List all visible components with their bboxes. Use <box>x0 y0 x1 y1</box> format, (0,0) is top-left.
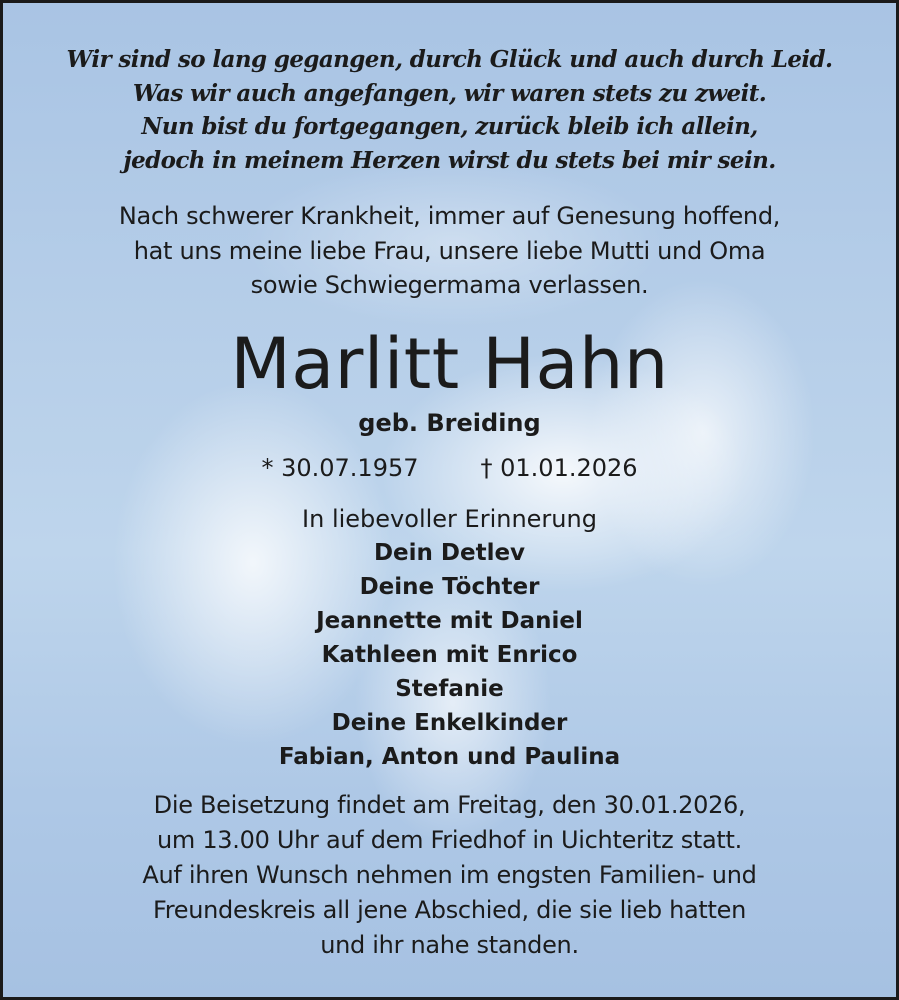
funeral-line: um 13.00 Uhr auf dem Friedhof in Uichteritz statt. <box>157 826 742 854</box>
poem-line: Wir sind so lang gegangen, durch Glück und auch durch Leid. <box>66 46 833 73</box>
mourner: Deine Enkelkinder <box>331 710 568 736</box>
poem-line: Nun bist du fortgegangen, zurück bleib ich allein, <box>141 113 758 140</box>
funeral-line: Freundeskreis all jene Abschied, die sie lieb hatten <box>152 896 747 924</box>
deceased-name: Marlitt Hahn <box>230 323 669 405</box>
memorial-poem <box>3 43 896 177</box>
intro-line: Nach schwerer Krankheit, immer auf Genesung hoffend, <box>118 202 781 230</box>
funeral-line: und ihr nahe standen. <box>320 931 579 959</box>
mourner: Deine Töchter <box>359 574 540 600</box>
death-date: † 01.01.2026 <box>480 454 638 482</box>
mourner: Stefanie <box>395 676 504 702</box>
funeral-details <box>3 788 896 963</box>
poem-line: Was wir auch angefangen, wir waren stets zu zweit. <box>132 79 767 107</box>
intro-line: sowie Schwiegermama verlassen. <box>250 271 649 299</box>
intro-line: hat uns meine liebe Frau, unsere liebe Mutti und Oma <box>133 236 766 265</box>
life-dates <box>3 451 896 485</box>
maiden-name: geb. Breiding <box>358 409 541 437</box>
funeral-line: Auf ihren Wunsch nehmen im engsten Familien- und <box>142 861 757 889</box>
funeral-line: Die Beisetzung findet am Freitag, den 30.01.2026, <box>153 791 746 819</box>
poem-line: jedoch in meinem Herzen wirst du stets bei mir sein. <box>123 146 776 174</box>
memory-line: In liebevoller Erinnerung <box>302 505 597 533</box>
mourner: Dein Detlev <box>373 540 526 566</box>
birth-date: * 30.07.1957 <box>261 454 419 482</box>
mourner: Fabian, Anton und Paulina <box>278 744 621 770</box>
mourner: Kathleen mit Enrico <box>321 642 578 668</box>
mourner: Jeannette mit Daniel <box>316 608 583 634</box>
intro-text <box>3 199 896 303</box>
mourners-list <box>3 536 896 774</box>
